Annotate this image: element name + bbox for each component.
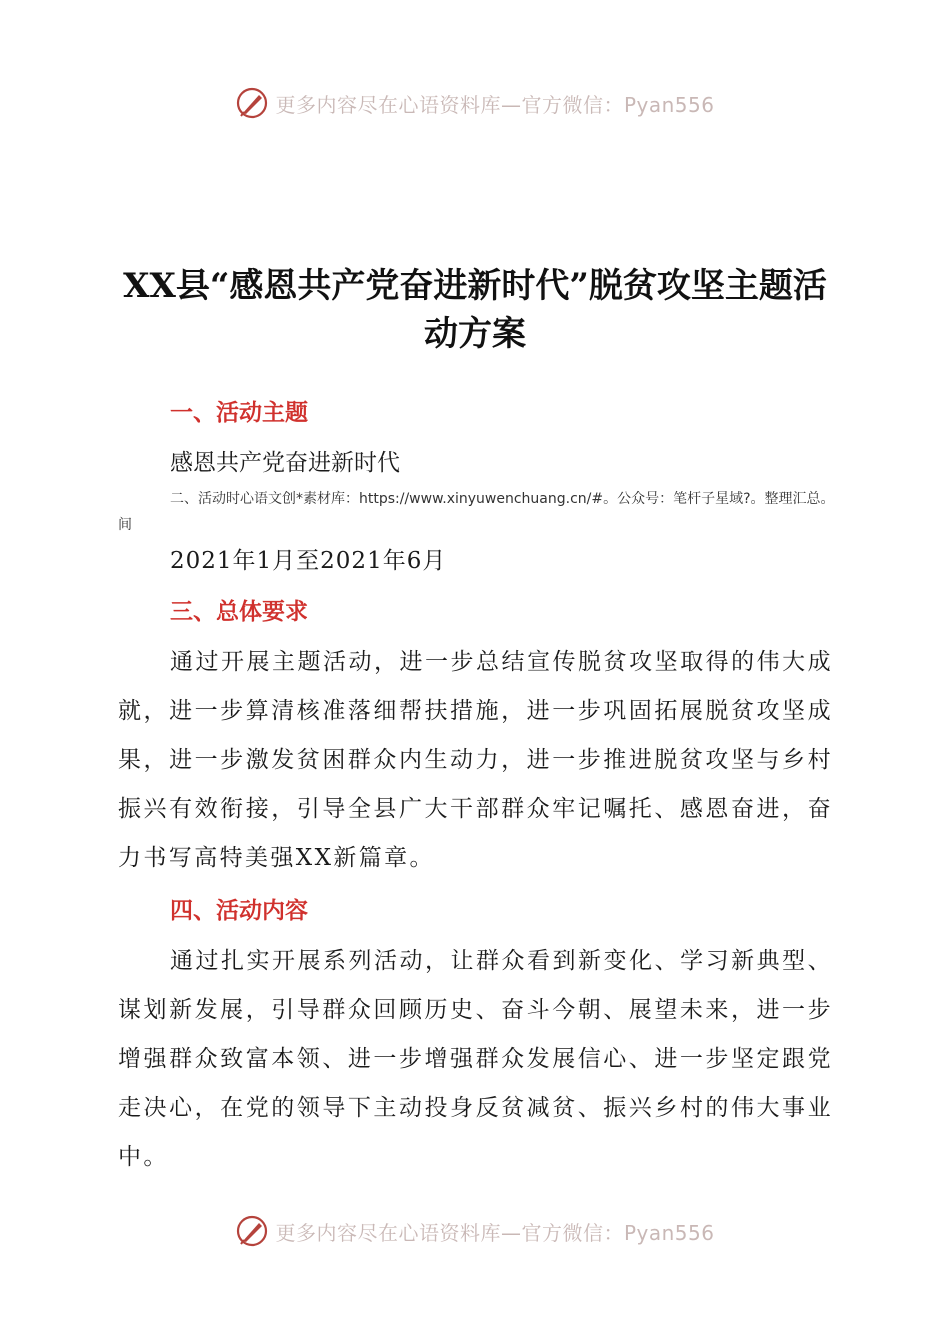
watermark-text: 更多内容尽在心语资料库—官方微信：Pyan556 [275, 1220, 715, 1245]
document-title: XX县“感恩共产党奋进新时代”脱贫攻坚主题活动方案 [123, 266, 827, 354]
section-body-time: 2021年1月至2021年6月 [170, 548, 447, 574]
section-heading-requirements: 三、总体要求 [170, 599, 308, 625]
quill-logo-icon [235, 86, 269, 120]
header-watermark [0, 86, 950, 120]
footer-watermark [0, 1214, 950, 1248]
quill-logo-icon [235, 1214, 269, 1248]
section-heading-time: 二、活动时心语文创*素材库：https://www.xinyuwenchuang.cn/#。公众号：笔杆子星域?。整理汇总。间 [118, 491, 835, 533]
section-body-content: 通过扎实开展系列活动，让群众看到新变化、学习新典型、谋划新发展，引导群众回顾历史、奋斗今朝、展望未来，进一步增强群众致富本领、进一步增强群众发展信心、进一步坚定跟党走决心，在党的领导下主动投身反贫减贫、振兴乡村的伟大事业中。 [118, 948, 833, 1170]
section-heading-content: 四、活动内容 [170, 898, 308, 924]
watermark-text: 更多内容尽在心语资料库—官方微信：Pyan556 [275, 92, 715, 117]
section-body-requirements: 通过开展主题活动，进一步总结宣传脱贫攻坚取得的伟大成就，进一步算清核准落细帮扶措施，进一步巩固拓展脱贫攻坚成果，进一步激发贫困群众内生动力，进一步推进脱贫攻坚与乡村振兴有效衔接，引导全县广大干部群众牢记嘱托、感恩奋进，奋力书写高特美强XX新篇章。 [118, 649, 833, 871]
section-body-theme: 感恩共产党奋进新时代 [170, 450, 400, 476]
section-heading-theme: 一、活动主题 [170, 400, 308, 426]
